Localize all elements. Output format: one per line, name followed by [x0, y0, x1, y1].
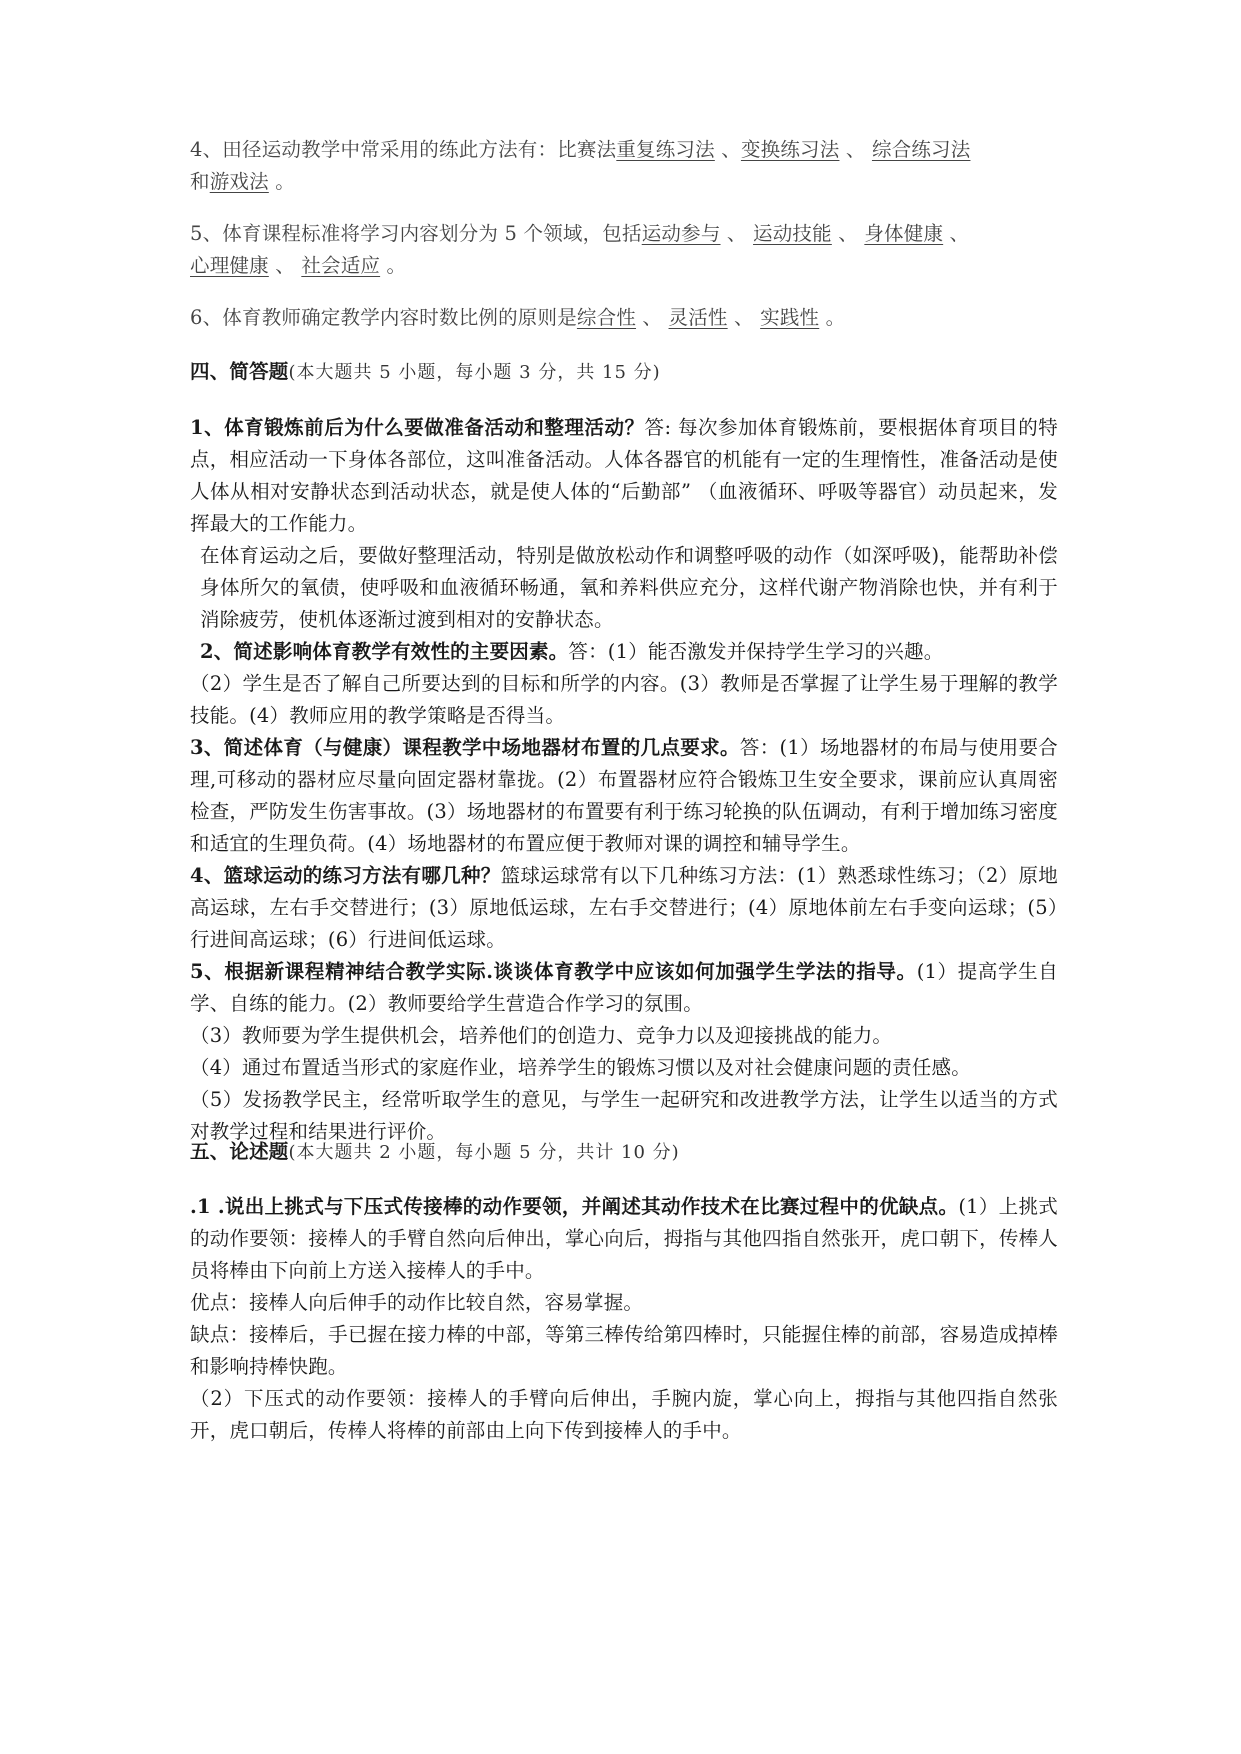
question-text: 1、体育锻炼前后为什么要做准备活动和整理活动？ — [190, 416, 645, 439]
blank: 社会适应 — [301, 254, 381, 277]
blank: 心理健康 — [190, 254, 269, 277]
question-5-line: （4）通过布置适当形式的家庭作业，培养学生的锻炼习惯以及对社会健康问题的责任感。 — [190, 1056, 971, 1079]
blank: 运动参与 — [641, 222, 721, 245]
blank: 运动技能 — [753, 222, 832, 245]
blank: 变换练习法 — [740, 138, 840, 161]
section-4-questions — [190, 412, 1058, 1148]
fill-item-5: 5、体育课程标准将学习内容划分为 5 个领域，包括运动参与 、 运动技能 、 身体健康 、 心理健康 、 社会适应 。 — [190, 222, 970, 277]
question-2-paragraph-2: （2）学生是否了解自己所要达到的目标和所学的内容。(3）教师是否掌握了让学生易于理解的教学技能。(4）教师应用的教学策略是否得当。 — [190, 672, 1058, 727]
blank: 重复练习法 — [616, 138, 715, 161]
fill-item-6: 6、体育教师确定教学内容时数比例的原则是综合性 、 灵活性 、 实践性 。 — [190, 306, 846, 329]
blank: 灵活性 — [668, 306, 728, 329]
fill-item-4-mid: 和 — [190, 170, 210, 193]
fill-item-6-end: 。 — [825, 306, 846, 329]
answer-text: 篮球运球常有以下几种练习方法：(1）熟悉球性练习；（2）原地高运球，左右手交替进行；(3）原地低运球，左右手交替进行；(4）原地体前左右手变向运球；(5）行进间高运球；(6）行进间低运球。 — [190, 864, 1058, 951]
section-5-heading — [190, 1136, 680, 1169]
fill-item-4-prefix: 4、田径运动教学中常采用的练此方法有：比赛法 — [190, 138, 617, 161]
question-3 — [190, 732, 1058, 860]
blank: 身体健康 — [864, 222, 944, 245]
answer-text: 答：(1）场地器材的布局与使用要合理,可移动的器材应尽量向固定器材靠拢。(2）布置器材应符合锻炼卫生安全要求，课前应认真周密检查，严防发生伤害事故。(3）场地器材的布置要有利于练习轮换的队伍调动，有利于增加练习密度和适宜的生理负荷。(4）场地器材的布置应便于教师对课的调控和辅导学生。 — [190, 736, 1058, 855]
section-4-note: (本大题共 5 小题，每小题 3 分，共 15 分) — [288, 362, 661, 383]
essay-line: 缺点：接棒后，手已握在接力棒的中部，等第三棒传给第四棒时，只能握住棒的前部，容易造成掉棒和影响持棒快跑。 — [190, 1323, 1058, 1378]
fill-item-6-prefix: 6、体育教师确定教学内容时数比例的原则是 — [190, 306, 577, 329]
question-1 — [190, 412, 1058, 540]
question-4 — [190, 860, 1058, 956]
section-4-heading — [190, 356, 661, 389]
blank: 综合性 — [576, 306, 637, 329]
blank: 游戏法 — [209, 170, 269, 193]
section-5-title: 五、论述题 — [190, 1140, 289, 1163]
fill-item-5-prefix: 5、体育课程标准将学习内容划分为 5 个领域，包括 — [190, 222, 642, 245]
essay-question-1 — [190, 1191, 1058, 1287]
question-1-paragraph-2: 在体育运动之后，要做好整理活动，特别是做放松动作和调整呼吸的动作（如深呼吸)，能帮助补偿身体所欠的氧债，使呼吸和血液循环畅通，氧和养料供应充分，这样代谢产物消除也快，并有利于消除疲劳，使机体逐渐过渡到相对的安静状态。 — [200, 544, 1058, 631]
question-text: 3、简述体育（与健康）课程教学中场地器材布置的几点要求。 — [190, 736, 740, 759]
fill-item-5-end: 。 — [386, 254, 407, 277]
question-5 — [190, 956, 1058, 1020]
section-4-title: 四、简答题 — [190, 360, 289, 383]
essay-line: 优点：接棒人向后伸手的动作比较自然，容易掌握。 — [190, 1291, 644, 1314]
question-5-line: （3）教师要为学生提供机会，培养他们的创造力、竞争力以及迎接挑战的能力。 — [190, 1024, 893, 1047]
question-5-line: （5）发扬教学民主，经常听取学生的意见，与学生一起研究和改进教学方法，让学生以适当的方式对教学过程和结果进行评价。 — [190, 1088, 1058, 1143]
answer-text: (1）上挑式的动作要领：接棒人的手臂自然向后伸出，掌心向后，拇指与其他四指自然张开，虎口朝下，传棒人员将棒由下向前上方送入接棒人的手中。 — [190, 1195, 1059, 1282]
question-text: 2、简述影响体育教学有效性的主要因素。 — [200, 640, 569, 663]
question-2 — [190, 636, 1058, 668]
answer-text: 答: 每次参加体育锻炼前，要根据体育项目的特点，相应活动一下身体各部位，这叫准备活动。人体各器官的机能有一定的生理惰性，准备活动是使人体从相对安静状态到活动状态，就是使人体的“后勤部” （血液循环、呼吸等器官）动员起来，发挥最大的工作能力。 — [190, 416, 1059, 535]
answer-text: 答：(1）能否激发并保持学生学习的兴趣。 — [568, 640, 944, 663]
fill-item-4: 4、田径运动教学中常采用的练此方法有：比赛法重复练习法 、变换练习法 、 综合练习法 和游戏法 。 — [190, 138, 971, 193]
question-text: 5、根据新课程精神结合教学实际.谈谈体育教学中应该如何加强学生学法的指导。 — [190, 960, 917, 983]
question-text: .1 .说出上挑式与下压式传接棒的动作要领，并阐述其动作技术在比赛过程中的优缺点。 — [190, 1195, 959, 1218]
blank: 实践性 — [760, 306, 820, 329]
section-5-questions — [190, 1191, 1058, 1447]
question-text: 4、篮球运动的练习方法有哪几种？ — [190, 864, 501, 887]
answer-text: (1）提高学生自学、自练的能力。(2）教师要给学生营造合作学习的氛围。 — [190, 960, 1058, 1015]
blank: 综合练习法 — [871, 138, 971, 161]
section-5-note: (本大题共 2 小题，每小题 5 分，共计 10 分) — [288, 1142, 680, 1163]
fill-item-4-end: 。 — [275, 170, 295, 193]
essay-line: （2）下压式的动作要领：接棒人的手臂向后伸出，手腕内旋，掌心向上，拇指与其他四指自然张开，虎口朝后，传棒人将棒的前部由上向下传到接棒人的手中。 — [190, 1387, 1058, 1442]
